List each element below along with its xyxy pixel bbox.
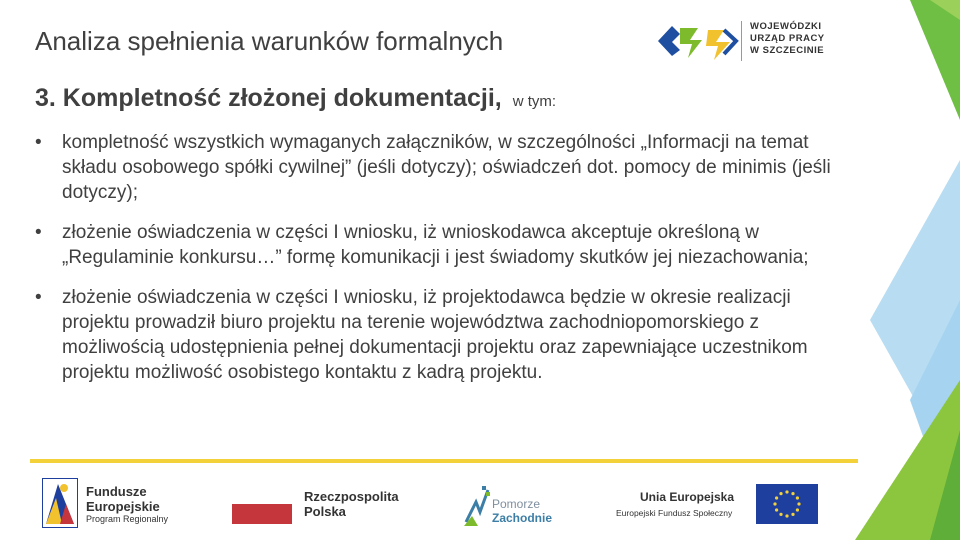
rzeczpospolita-name [304,489,399,519]
bullet-list [35,130,835,400]
logo-divider [741,21,742,61]
bullet-text: złożenie oświadczenia w części I wniosku, iż wnioskodawca akceptuje określoną w „Regulaminie konkursu…” formę komunikacji i jest świadomy skutków jej niezachowania; [62,222,809,268]
bullet-text: złożenie oświadczenia w części I wniosku, iż projektodawca będzie w okresie realizacji projektu prowadził biuro projektu na terenie województwa zachodniopomorskiego z możliwością udostępnienia pełnej dokumentacji projektu oraz zapewniające uczestnikom projektu możliwość osobistego kontaktu z kadrą projektu. [62,287,808,383]
rp-line-1: Rzeczpospolita [304,489,399,504]
efs-name: Europejski Fundusz Społeczny [616,508,733,518]
bullet-marker: • [35,222,42,243]
wup-line-1: WOJEWÓDZKI [750,21,822,32]
pz-line-1: Pomorze [492,497,541,511]
unia-europejska-name: Unia Europejska [640,490,735,504]
slide-title: Analiza spełnienia warunków formalnych [35,26,504,56]
eu-flag-icon [756,484,818,524]
fundusze-europejskie-name [86,484,160,514]
pomorze-zachodnie-name [492,497,552,525]
pomorze-zachodnie-logo-icon [462,482,492,528]
fe-line-1: Fundusze [86,484,147,499]
rp-line-2: Polska [304,504,346,519]
fe-line-2: Europejskie [86,499,160,514]
wup-line-3: W SZCZECINIE [750,45,825,56]
footer-divider [30,459,858,463]
bullet-text: kompletność wszystkich wymaganych załączników, w szczególności „Informacji na temat składu osobowego spółki cywilnej” (jeśli dotyczy); oświadczeń dot. pomocy de minimis (jeśli dotyczy); [62,132,831,203]
section-heading-text: 3. Kompletność złożonej dokumentacji, [35,84,502,112]
bullet-item [35,130,835,205]
pz-line-2-text: Zachodnie [492,511,553,525]
section-heading [35,84,556,113]
bullet-marker: • [35,132,42,153]
section-heading-note: w tym: [512,93,557,110]
fundusze-europejskie-logo-icon [42,478,78,528]
decorative-triangles [850,0,960,540]
pz-line-2 [492,511,552,525]
bullet-item [35,285,835,385]
fe-program: Program Regionalny [86,514,169,524]
wup-logo-icon [650,16,740,66]
bullet-item [35,220,835,270]
bullet-marker: • [35,287,42,308]
polish-flag-icon [232,484,292,524]
wup-line-2: URZĄD PRACY [750,33,825,44]
wup-logo-text [750,21,825,57]
